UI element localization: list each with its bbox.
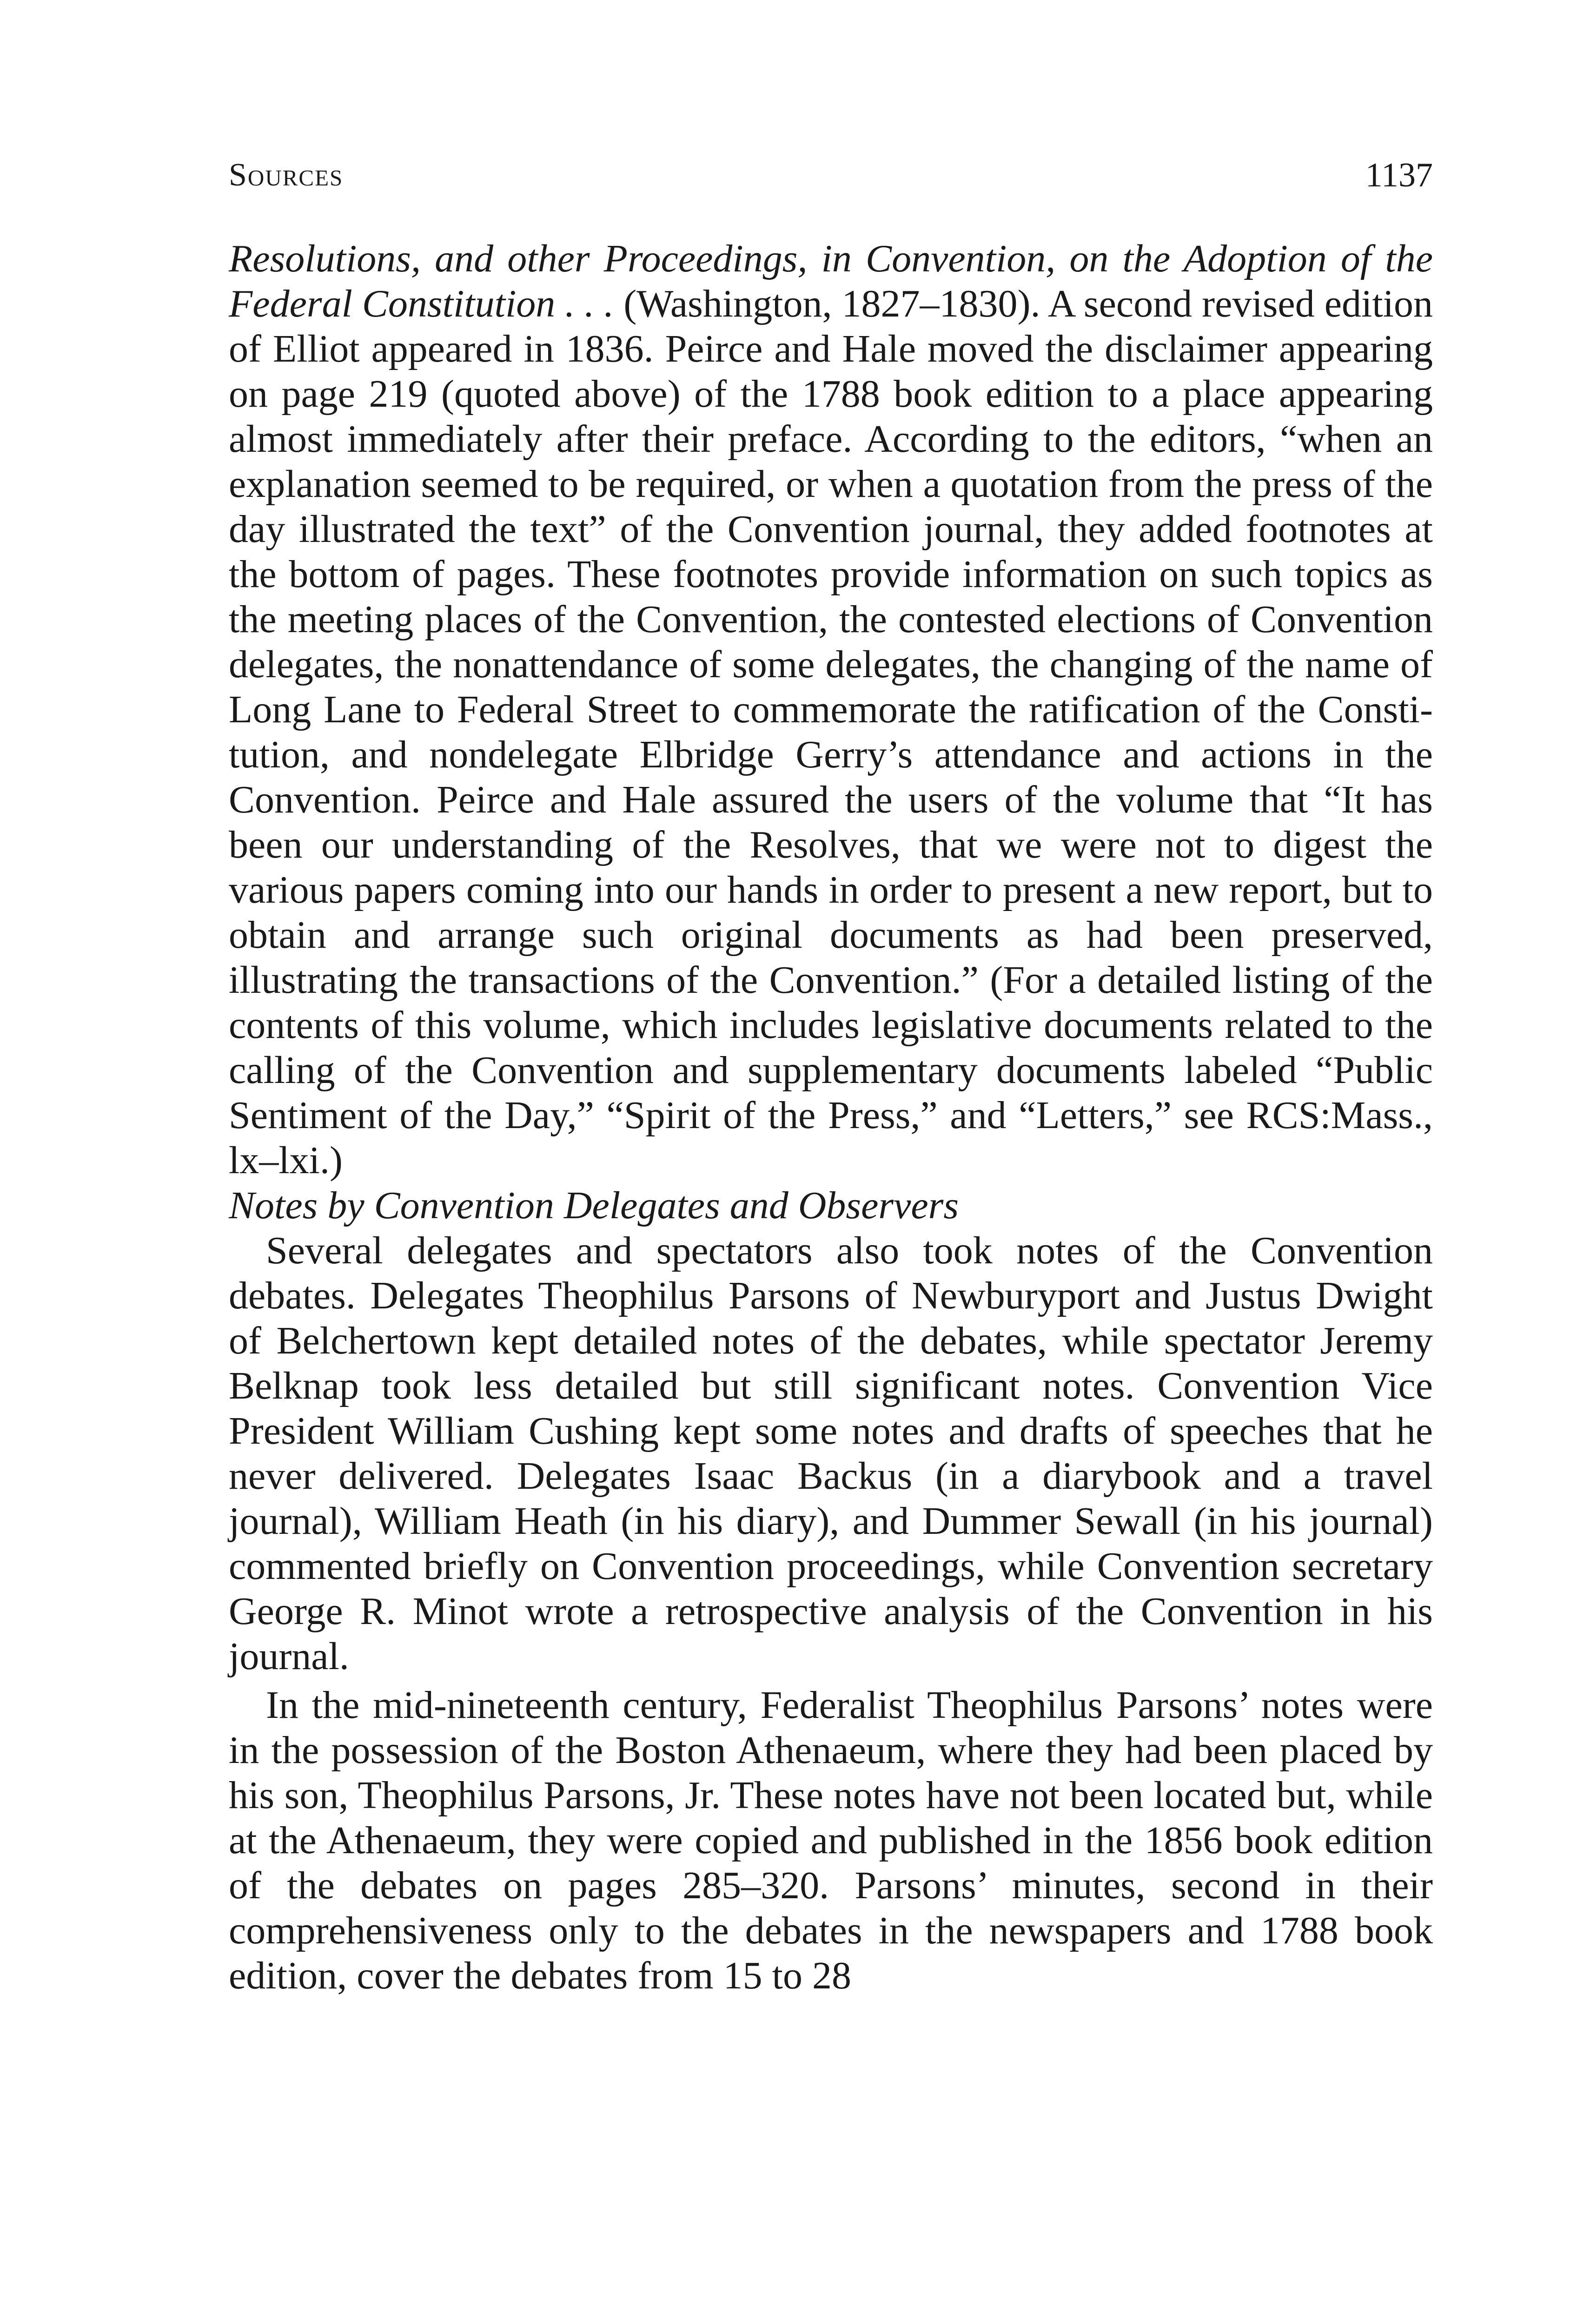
running-head (229, 150, 1433, 201)
page-number: 1137 (1365, 156, 1433, 194)
section-paragraph-1: Several delegates and spectators also took notes of the Convention debates. Delegates Theophilus Parsons of Newburyport and Justus Dwight of Belchertown kept detailed notes of the debates, while spectator Jeremy Belknap took less detailed but still significant notes. Convention Vice President William Cushing kept some notes and drafts of speeches that he never delivered. Delegates Isaac Backus (in a diarybook and a travel journal), William Heath (in his diary), and Dummer Sewall (in his journal) commented briefly on Convention proceedings, while Convention secretary George R. Minot wrote a retrospective analysis of the Convention in his journal. (229, 1229, 1433, 1678)
body-text (229, 236, 1433, 1998)
continued-paragraph-text: (Washington, 1827–1830). A second revised edition of Elliot appeared in 1836. Peirce and Hale moved the disclaimer appearing on page 219 (quoted above) of the 1788 book edition to a place appearing almost immediately after their preface. According to the editors, “when an explanation seemed to be required, or when a quotation from the press of the day illustrated the text” of the Convention journal, they added footnotes at the bottom of pages. These footnotes provide information on such topics as the meeting places of the Convention, the contested elections of Convention delegates, the nonattendance of some delegates, the changing of the name of Long Lane to Federal Street to commemorate the ratification of the Constitution, and nondelegate Elbridge Gerry’s attendance and actions in the Convention. Peirce and Hale assured the users of the volume that “It has been our understanding of the Resolves, that we were not to digest the various papers coming into our hands in order to present a new report, but to obtain and arrange such original documents as had been preserved, illustrating the transactions of the Convention.” (For a detailed listing of the contents of this volume, which includes legislative documents related to the calling of the Convention and supplementary documents labeled “Public Sentiment of the Day,” “Spirit of the Press,” and “Letters,” see RCS:Mass., lx–lxi.) (229, 282, 1433, 1182)
running-head-section: Sources (229, 157, 344, 193)
section-paragraph-2: In the mid-nineteenth century, Federalist Theophilus Parsons’ notes were in the possession of the Boston Athenaeum, where they had been placed by his son, Theophilus Parsons, Jr. These notes have not been located but, while at the Athenaeum, they were copied and published in the 1856 book edition of the debates on pages 285–320. Parsons’ minutes, second in their comprehensiveness only to the debates in the newspapers and 1788 book edition, cover the debates from 15 to 28 (229, 1684, 1433, 1997)
section-heading: Notes by Convention Delegates and Observers (229, 1184, 959, 1227)
continued-paragraph (229, 236, 1433, 1183)
book-title-italic: Resolutions, and other Proceedings, in Convention, on the Adoption of the Federal Constitution . . . (229, 237, 1433, 325)
